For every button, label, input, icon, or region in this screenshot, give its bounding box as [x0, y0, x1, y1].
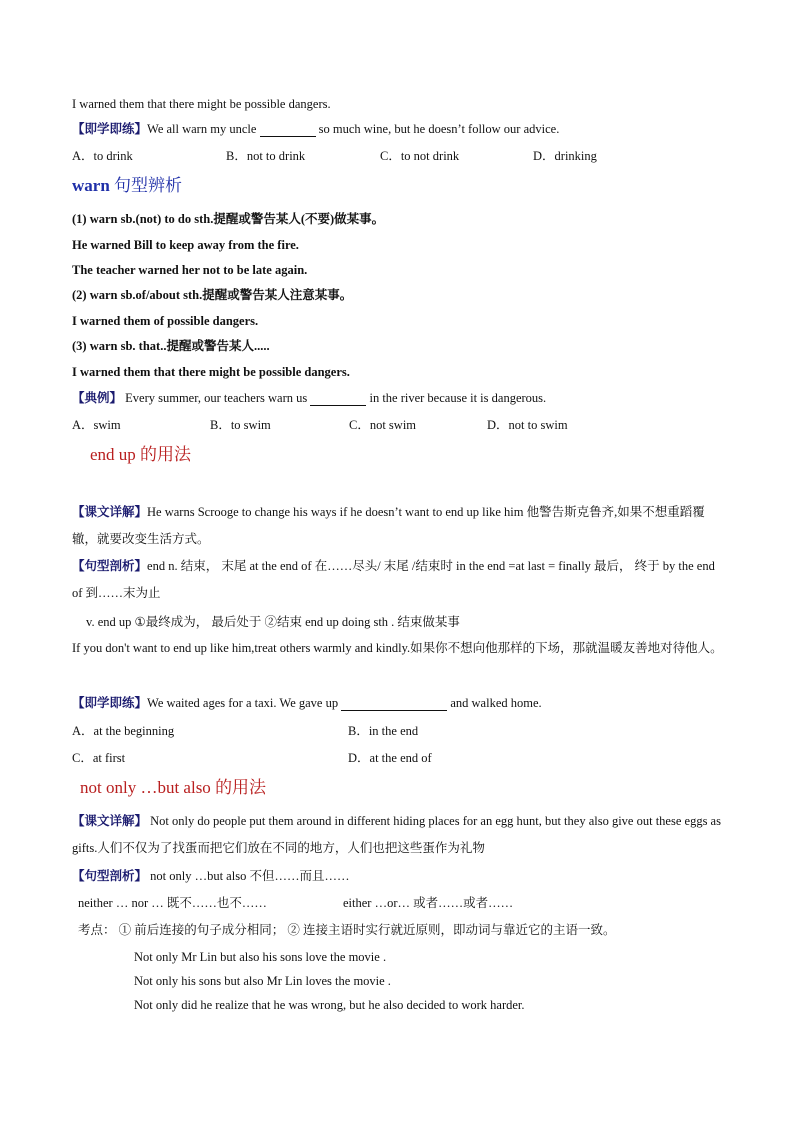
exercise-tag: 【即学即练】 [72, 696, 148, 710]
pattern-2: (2) warn sb.of/about sth.提醒或警告某人注意某事。 [72, 288, 353, 302]
option-a[interactable]: A．at the beginning [72, 724, 175, 738]
section-title-not-only [80, 777, 266, 800]
pattern-2-example: I warned them of possible dangers. [72, 314, 259, 328]
answer-blank[interactable] [260, 124, 316, 137]
verb-end-up: v. end up ①最终成为， 最后处于 ②结束 end up doing sth . 结束做某事 [86, 615, 460, 629]
text-explanation-not-only [72, 808, 724, 862]
title-cn: 的用法 [215, 778, 267, 797]
explanation-text: He warns Scrooge to change his ways if he doesn’t want to end up like him 他警告斯克鲁齐,如果不想重蹈覆辙，就要改变生活方式。 [72, 505, 705, 546]
analysis-tag: 【句型剖析】 [72, 869, 148, 883]
title-cn: 句型辨析 [114, 176, 183, 195]
section-title-end-up: end up 的用法 [90, 445, 192, 464]
option-d[interactable]: D．at the end of [348, 751, 432, 765]
analysis-text: not only …but also 不但……而且…… [147, 869, 350, 883]
example-sentence-1: Not only Mr Lin but also his sons love the movie . [134, 950, 387, 964]
pattern-1: (1) warn sb.(not) to do sth.提醒或警告某人(不要)做某事。 [72, 212, 385, 226]
either-or: either …or… 或者……或者…… [343, 896, 514, 910]
title-en: warn [72, 176, 115, 195]
example-sentence-3: Not only did he realize that he was wrong, but he also decided to work harder. [134, 998, 525, 1012]
option-c[interactable]: C．not swim [349, 418, 417, 432]
pattern-3-example: I warned them that there might be possible dangers. [72, 365, 350, 379]
pattern-1-example-1: He warned Bill to keep away from the fire. [72, 238, 299, 252]
exercise-1 [72, 121, 559, 137]
pattern-1-example-2: The teacher warned her not to be late again. [72, 263, 308, 277]
analysis-tag: 【句型剖析】 [72, 559, 148, 573]
answer-blank[interactable] [310, 393, 366, 406]
option-c[interactable]: C．at first [72, 751, 126, 765]
exercise-2 [72, 390, 546, 406]
analysis-text: end n. 结束， 末尾 at the end of 在……尽头/ 末尾 /结束时 in the end =at last = finally 最后， 终于 by the end of 到……末为止 [72, 559, 715, 600]
exercise-tag: 【即学即练】 [72, 122, 148, 136]
option-d[interactable]: D．drinking [533, 149, 597, 163]
option-a[interactable]: A．to drink [72, 149, 133, 163]
sentence-warned-dangers: I warned them that there might be possible dangers. [72, 97, 331, 111]
option-c[interactable]: C．to not drink [380, 149, 460, 163]
title-en: not only …but also [80, 778, 216, 797]
exercise-3 [72, 695, 542, 711]
exercise-text-part2: in the river because it is dangerous. [366, 391, 547, 405]
example-end-up: If you don't want to end up like him,treat others warmly and kindly.如果你不想向他那样的下场，那就温暖友善地对待他人。 [72, 641, 723, 655]
option-d[interactable]: D．not to swim [487, 418, 568, 432]
explanation-tag: 【课文详解】 [72, 505, 148, 519]
test-points: 考点： ① 前后连接的句子成分相同； ② 连接主语时实行就近原则，即动词与靠近它的主语一致。 [78, 923, 616, 937]
exercise-text-part2: so much wine, but he doesn’t follow our advice. [315, 122, 560, 136]
option-a[interactable]: A．swim [72, 418, 121, 432]
exercise-text-part1: Every summer, our teachers warn us [122, 391, 311, 405]
example-sentence-2: Not only his sons but also Mr Lin loves the movie . [134, 974, 391, 988]
pattern-analysis-not-only [72, 868, 349, 884]
example-tag: 【典例】 [72, 391, 123, 405]
exercise-text-part1: We all warn my uncle [147, 122, 260, 136]
pattern-analysis-end [72, 553, 724, 607]
exercise-text-part1: We waited ages for a taxi. We gave up [147, 696, 342, 710]
option-b[interactable]: B．in the end [348, 724, 419, 738]
section-title-warn [72, 175, 182, 197]
neither-nor: neither … nor … 既不……也不…… [78, 896, 267, 910]
option-b[interactable]: B．not to drink [226, 149, 306, 163]
pattern-3: (3) warn sb. that..提醒或警告某人..... [72, 339, 270, 353]
exercise-text-part2: and walked home. [447, 696, 542, 710]
explanation-text: Not only do people put them around in different hiding places for an egg hunt, but they also give out these eggs as gifts.人们不仅为了找蛋而把它们放在不同的地方，人们也把这些蛋作为礼物 [72, 814, 721, 855]
answer-blank[interactable] [341, 698, 447, 711]
text-explanation-end-up [72, 499, 724, 553]
option-b[interactable]: B．to swim [210, 418, 271, 432]
explanation-tag: 【课文详解】 [72, 814, 148, 828]
